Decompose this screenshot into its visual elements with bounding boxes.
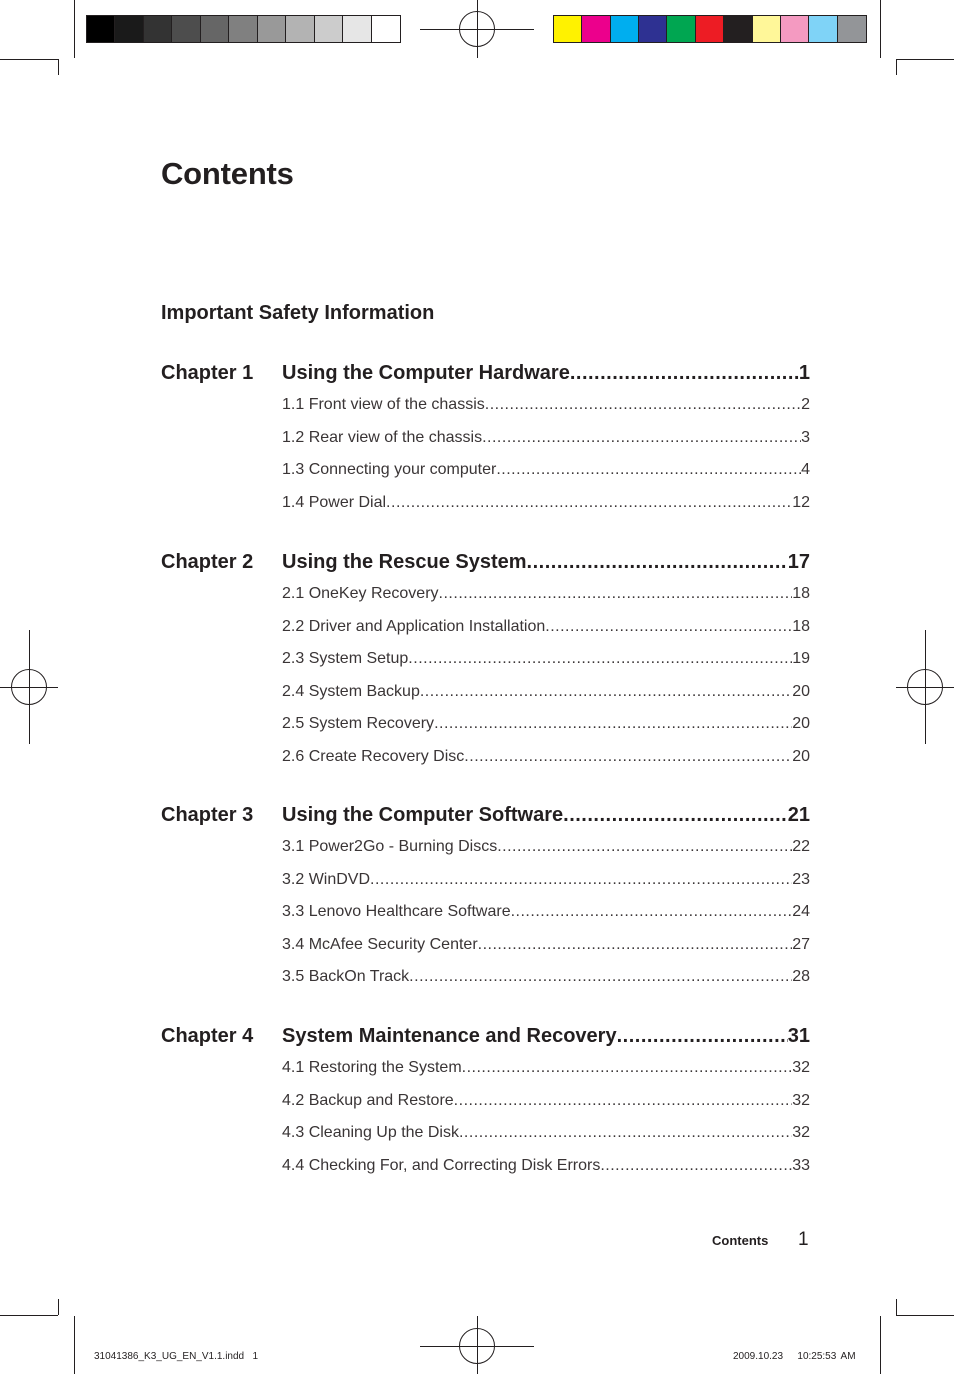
crop-mark: [896, 59, 897, 75]
toc-entry[interactable]: [282, 1157, 810, 1175]
dot-leader: [545, 618, 792, 636]
color-swatch: [315, 16, 343, 42]
toc-entry-page: 20: [792, 747, 810, 765]
dot-leader: [408, 650, 792, 668]
toc-entry-title: 2.2 Driver and Application Installation: [282, 617, 546, 635]
toc-entry-page: 20: [792, 715, 810, 732]
toc-entry-title: 2.4 System Backup: [282, 682, 420, 700]
page-title: Contents: [161, 156, 294, 191]
dot-leader: [370, 871, 792, 889]
toc-entry[interactable]: [282, 838, 810, 856]
color-swatch: [667, 16, 695, 42]
toc-entry[interactable]: [282, 650, 810, 668]
toc-entry-title: 3.5 BackOn Track: [282, 968, 410, 985]
chapter-label: Chapter 2: [161, 551, 254, 573]
crop-mark: [0, 59, 58, 60]
dot-leader: [527, 551, 788, 574]
toc-entry-title: 2.6 Create Recovery Disc: [282, 747, 465, 765]
toc-entry-title: 3.4 McAfee Security Center: [282, 935, 478, 953]
chapter-label: Chapter 1: [161, 362, 254, 384]
dot-leader: [570, 362, 799, 385]
dot-leader: [409, 968, 792, 986]
safety-information-heading: Important Safety Information: [161, 302, 435, 324]
toc-entry-page: 32: [792, 1091, 810, 1109]
chapter-row[interactable]: [161, 1025, 810, 1053]
grayscale-bar: [86, 15, 401, 43]
color-swatch: [201, 16, 229, 42]
color-swatch: [372, 16, 400, 42]
chapter-row[interactable]: [161, 551, 810, 579]
dot-leader: [464, 748, 792, 766]
color-swatch: [611, 16, 639, 42]
crop-mark: [880, 1316, 881, 1374]
chapter-page-number: 21: [787, 804, 810, 826]
chapter-title-line: [282, 1025, 810, 1048]
dot-leader: [617, 1025, 788, 1048]
dot-leader: [478, 936, 793, 954]
chapter-page-number: 1: [798, 362, 810, 384]
chapter-title-line: [282, 362, 810, 385]
crop-mark: [74, 0, 75, 58]
chapter-label: Chapter 3: [161, 804, 254, 826]
color-swatch: [724, 16, 752, 42]
toc-entry[interactable]: [282, 683, 810, 701]
toc-entry[interactable]: [282, 429, 810, 447]
color-swatch: [144, 16, 172, 42]
color-swatch: [838, 16, 866, 42]
color-swatch: [554, 16, 582, 42]
color-swatch: [229, 16, 257, 42]
dot-leader: [600, 1157, 792, 1175]
slug-file-name: 31041386_K3_UG_EN_V1.1.indd 1: [94, 1351, 259, 1362]
crop-mark: [58, 1299, 59, 1315]
chapter-title-line: [282, 551, 810, 574]
toc-entry-page: 23: [792, 870, 810, 888]
toc-entry-page: 32: [792, 1124, 810, 1141]
crop-mark: [880, 0, 881, 58]
toc-entry-title: 2.5 System Recovery: [282, 715, 435, 732]
toc-entry-title: 4.4 Checking For, and Correcting Disk Errors: [282, 1156, 601, 1174]
crop-mark: [74, 1316, 75, 1374]
toc-entry[interactable]: [282, 903, 810, 921]
color-swatch: [582, 16, 610, 42]
dot-leader: [485, 396, 801, 414]
toc-entry[interactable]: [282, 748, 810, 766]
toc-entry[interactable]: [282, 618, 810, 636]
toc-entry-page: 22: [792, 838, 810, 855]
chapter-title-line: [282, 804, 810, 827]
toc-entry-page: 28: [792, 968, 810, 985]
toc-entry[interactable]: [282, 968, 810, 986]
color-bar: [553, 15, 867, 43]
dot-leader: [496, 461, 801, 479]
toc-entry[interactable]: [282, 585, 810, 603]
chapter-label: Chapter 4: [161, 1025, 254, 1047]
color-swatch: [343, 16, 371, 42]
chapter-title: System Maintenance and Recovery: [282, 1025, 617, 1047]
toc-entry-title: 2.3 System Setup: [282, 650, 409, 667]
toc-entry-page: 12: [792, 493, 810, 511]
color-swatch: [87, 16, 115, 42]
toc-entry-title: 4.1 Restoring the System: [282, 1059, 462, 1076]
color-swatch: [696, 16, 724, 42]
chapter-title: Using the Computer Software: [282, 804, 564, 826]
toc-entry-page: 20: [792, 682, 810, 700]
slug-timestamp: 2009.10.23 10:25:53 AM: [733, 1351, 856, 1362]
toc-entry[interactable]: [282, 461, 810, 479]
toc-entry[interactable]: [282, 1059, 810, 1077]
toc-entry-title: 4.2 Backup and Restore: [282, 1091, 454, 1109]
dot-leader: [420, 683, 792, 701]
crop-mark: [896, 1315, 954, 1316]
toc-entry[interactable]: [282, 1092, 810, 1110]
toc-entry[interactable]: [282, 396, 810, 414]
toc-entry-page: 32: [792, 1059, 810, 1076]
dot-leader: [462, 1059, 793, 1077]
color-swatch: [115, 16, 143, 42]
toc-entry[interactable]: [282, 1124, 810, 1142]
toc-entry-page: 3: [801, 428, 810, 446]
color-swatch: [286, 16, 314, 42]
color-swatch: [781, 16, 809, 42]
toc-entry-page: 24: [792, 903, 810, 920]
chapter-page-number: 17: [787, 551, 810, 573]
dot-leader: [563, 804, 788, 827]
crop-mark: [0, 1315, 58, 1316]
color-swatch: [258, 16, 286, 42]
toc-entry-title: 3.2 WinDVD: [282, 870, 371, 888]
crop-mark: [896, 1299, 897, 1315]
toc-entry-title: 3.1 Power2Go - Burning Discs: [282, 838, 498, 855]
crop-mark: [896, 59, 954, 60]
toc-entry-title: 4.3 Cleaning Up the Disk: [282, 1124, 459, 1141]
toc-entry-page: 27: [792, 935, 810, 953]
dot-leader: [497, 838, 792, 856]
dot-leader: [511, 903, 793, 921]
footer-page-number: 1: [798, 1229, 809, 1250]
toc-entry-page: 19: [792, 650, 810, 667]
toc-entry-page: 18: [792, 617, 810, 635]
toc-entry-title: 1.2 Rear view of the chassis: [282, 428, 483, 446]
toc-entry-page: 4: [801, 461, 810, 478]
toc-entry-page: 33: [792, 1156, 810, 1174]
chapter-title: Using the Rescue System: [282, 551, 527, 573]
toc-entry-title: 3.3 Lenovo Healthcare Software: [282, 903, 511, 920]
color-swatch: [753, 16, 781, 42]
toc-entry[interactable]: [282, 494, 810, 512]
dot-leader: [386, 494, 792, 512]
toc-entry[interactable]: [282, 936, 810, 954]
dot-leader: [434, 715, 792, 733]
chapter-row[interactable]: [161, 804, 810, 832]
toc-entry-page: 2: [801, 396, 810, 413]
toc-entry[interactable]: [282, 715, 810, 733]
dot-leader: [459, 1124, 792, 1142]
chapter-row[interactable]: [161, 362, 810, 390]
toc-entry[interactable]: [282, 871, 810, 889]
color-swatch: [639, 16, 667, 42]
toc-entry-title: 1.1 Front view of the chassis: [282, 396, 485, 413]
chapter-page-number: 31: [787, 1025, 810, 1047]
toc-entry-page: 18: [792, 585, 810, 602]
dot-leader: [454, 1092, 793, 1110]
color-swatch: [809, 16, 837, 42]
footer-section-label: Contents: [712, 1233, 769, 1248]
toc-entry-title: 2.1 OneKey Recovery: [282, 585, 439, 602]
crop-mark: [58, 59, 59, 75]
color-swatch: [172, 16, 200, 42]
toc-entry-title: 1.3 Connecting your computer: [282, 461, 497, 478]
toc-entry-title: 1.4 Power Dial: [282, 493, 387, 511]
chapter-title: Using the Computer Hardware: [282, 362, 570, 384]
dot-leader: [482, 429, 801, 447]
dot-leader: [439, 585, 793, 603]
